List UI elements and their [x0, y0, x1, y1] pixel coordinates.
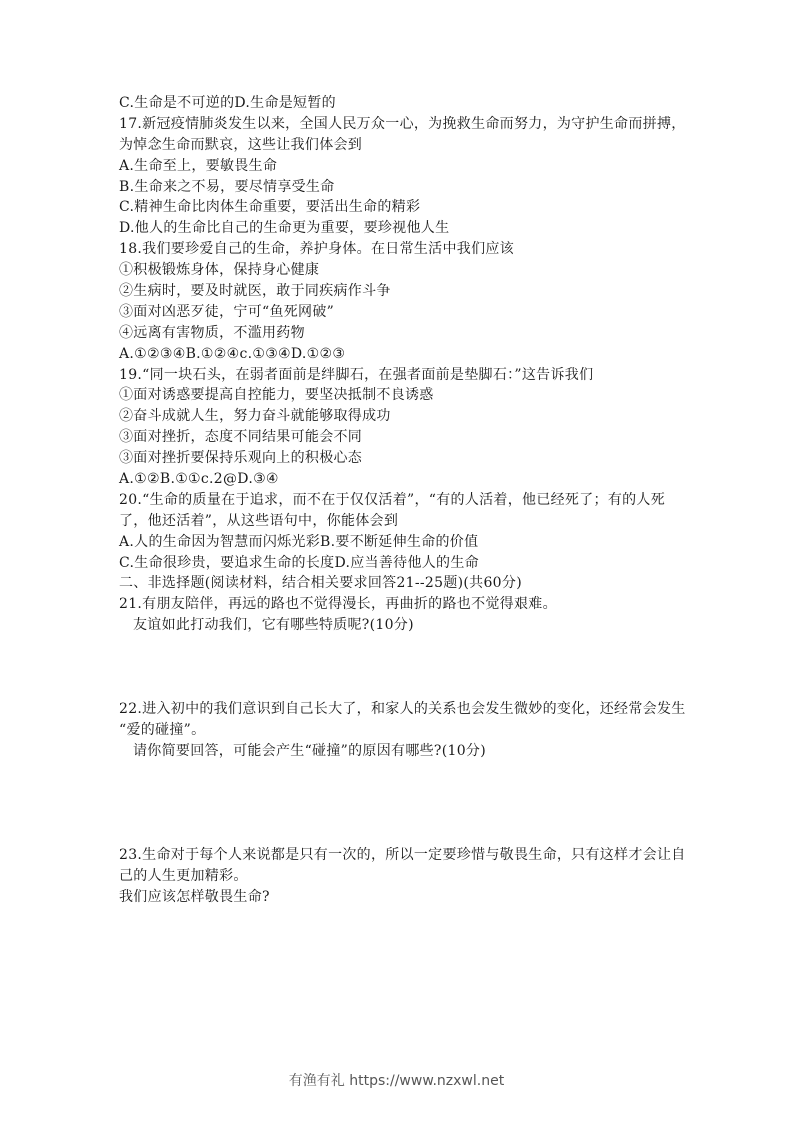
- q17-option-d: D.他人的生命比自己的生命更为重要，要珍视他人生: [119, 220, 450, 237]
- q18-options: A.①②③④B.①②④c.①③④D.①②③: [119, 345, 346, 362]
- section-heading: 二、非选择题(阅读材料，结合相关要求回答21--25题)(共60分): [119, 575, 522, 592]
- answer-space: [119, 762, 679, 783]
- question-17: [119, 114, 686, 239]
- answer-space: [119, 678, 679, 699]
- q17-option-c: C.精神生命比肉体生命重要，要活出生命的精彩: [119, 199, 421, 216]
- q19-statement-3: ③面对挫折，态度不同结果可能会不同: [119, 429, 363, 446]
- answer-space: [119, 657, 679, 678]
- question-20: [119, 490, 679, 574]
- answer-space: [119, 824, 679, 845]
- q22-material-line1: 22.进入初中的我们意识到自己长大了，和家人的关系也会发生微妙的变化，还经常会发生: [119, 700, 686, 717]
- q17-stem-line2: 为悼念生命而默哀，这些让我们体会到: [119, 136, 363, 153]
- q19-statement-4: ③面对挫折要保持乐观向上的积极心态: [119, 450, 363, 467]
- q19-statement-1: ①面对诱惑要提高自控能力，要坚决抵制不良诱惑: [119, 387, 434, 404]
- q20-options-line1: A.人的生命因为智慧而闪烁光彩B.要不断延伸生命的价值: [119, 533, 479, 550]
- q19-statement-2: ②奋斗成就人生，努力奋斗就能够取得成功: [119, 408, 391, 425]
- q18-statement-2: ②生病时，要及时就医，敢于同疾病作斗争: [119, 283, 391, 300]
- watermark-footer: 有渔有礼 https://www.nzxwl.net: [288, 1073, 505, 1089]
- question-19: [119, 365, 679, 490]
- exam-page: [119, 93, 686, 908]
- q19-stem: 19.“同一块石头，在弱者面前是绊脚石，在强者面前是垫脚石：”这告诉我们: [119, 366, 594, 383]
- q22-question: 请你简要回答，可能会产生“碰撞”的原因有哪些?(10分): [133, 742, 486, 759]
- q17-option-b: B.生命来之不易，要尽情享受生命: [119, 178, 335, 195]
- q18-statement-3: ③面对凶恶歹徒，宁可“鱼死网破”: [119, 303, 335, 320]
- q21-material: 21.有朋友陪伴，再远的路也不觉得漫长，再曲折的路也不觉得艰难。: [119, 596, 557, 613]
- q20-stem-line1: 20.“生命的质量在于追求，而不在于仅仅活着”，“有的人活着，他已经死了；有的人死: [119, 491, 666, 508]
- q17-option-a: A.生命至上，要敏畏生命: [119, 157, 278, 174]
- q22-material-line2: “爱的碰撞”。: [119, 721, 206, 738]
- question-23: [119, 845, 686, 908]
- q16-options: C.生命是不可逆的D.生命是短暂的: [119, 95, 336, 111]
- q23-material-line2: 己的人生更加精彩。: [119, 867, 248, 884]
- q18-statement-1: ①积极锻炼身体，保持身心健康: [119, 262, 320, 279]
- question-21: [119, 594, 679, 698]
- q23-material-line1: 23.生命对于每个人来说都是只有一次的，所以一定要珍惜与敬畏生命，只有这样才会让自: [119, 847, 686, 864]
- q17-stem-line1: 17.新冠疫情肺炎发生以来，全国人民万众一心，为挽救生命而努力，为守护生命而拼搏，: [119, 115, 686, 132]
- question-18: [119, 239, 679, 364]
- q20-options-line2: C.生命很珍贵，要追求生命的长度D.应当善待他人的生命: [119, 554, 479, 571]
- q18-stem: 18.我们要珍爱自己的生命，养护身体。在日常生活中我们应该: [119, 241, 514, 258]
- q20-stem-line2: 了，他还活着”，从这些语句中，你能体会到: [119, 512, 399, 529]
- question-22: [119, 699, 686, 845]
- answer-space: [119, 636, 679, 657]
- answer-space: [119, 782, 679, 803]
- q23-question: 我们应该怎样敬畏生命?: [119, 888, 270, 905]
- q19-options: A.①②B.①①c.2@D.③④: [119, 471, 279, 488]
- q18-statement-4: ④远离有害物质，不滥用药物: [119, 324, 305, 341]
- q21-question: 友谊如此打动我们，它有哪些特质呢?(10分): [133, 617, 414, 634]
- answer-space: [119, 803, 679, 824]
